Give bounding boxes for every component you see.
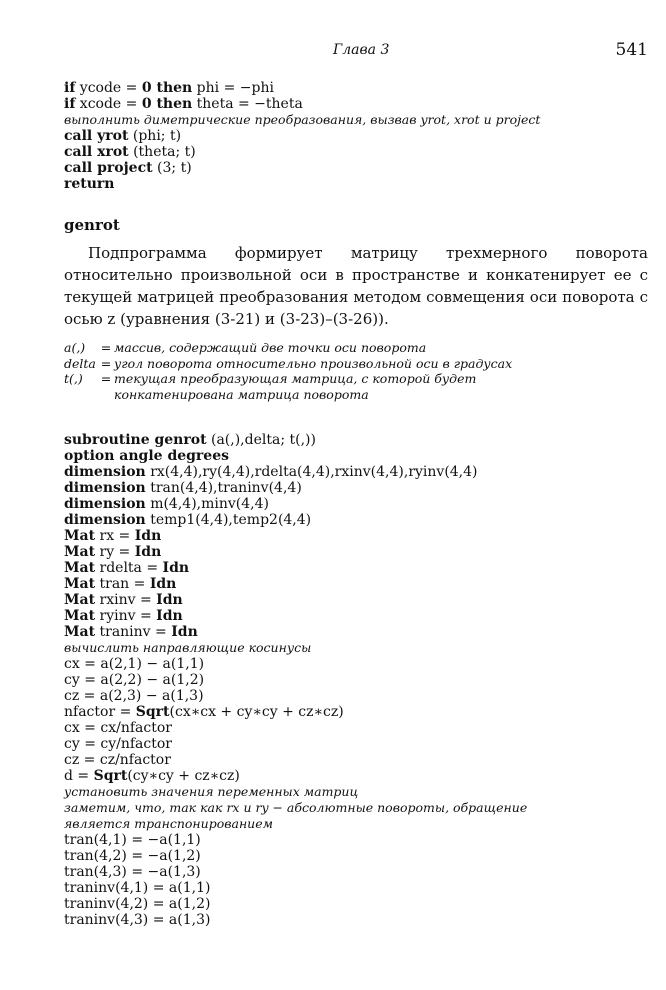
code-line: dimension rx(4,4),ry(4,4),rdelta(4,4),rxinv(4,4),ryinv(4,4): [64, 464, 478, 480]
code-line: if xcode = 0 then theta = −theta: [64, 96, 303, 112]
code-line: call xrot (theta; t): [64, 144, 196, 160]
page-content: [64, 80, 654, 928]
code-line: dimension m(4,4),minv(4,4): [64, 496, 269, 512]
code-line: Mat traninv = Idn: [64, 624, 198, 640]
code-line: subroutine genrot (a(,),delta; t(,)): [64, 432, 316, 448]
page-header: [0, 42, 666, 64]
code-line: return: [64, 176, 115, 192]
code-line: traninv(4,2) = a(1,2): [64, 896, 211, 912]
code-line: Mat ry = Idn: [64, 544, 162, 560]
parameter-item: delta = угол поворота относительно произвольной оси в градусах: [64, 355, 513, 371]
section-title: genrot: [64, 216, 120, 234]
code-line: dimension temp1(4,4),temp2(4,4): [64, 512, 312, 528]
code-comment: вычислить направляющие косинусы: [64, 640, 312, 655]
code-comment: является транспонированием: [64, 816, 273, 831]
code-line: traninv(4,1) = a(1,1): [64, 880, 211, 896]
code-line: tran(4,2) = −a(1,2): [64, 848, 201, 864]
code-line: dimension tran(4,4),traninv(4,4): [64, 480, 302, 496]
code-line: nfactor = Sqrt(cx∗cx + cy∗cy + cz∗cz): [64, 704, 344, 720]
parameter-list: [64, 340, 654, 402]
code-line: cy = a(2,2) − a(1,2): [64, 672, 205, 688]
code-comment: выполнить диметрические преобразования, вызвав yrot, xrot и project: [64, 112, 541, 127]
code-comment: установить значения переменных матриц: [64, 784, 359, 799]
code-line: cy = cy/nfactor: [64, 736, 172, 752]
code-line: tran(4,3) = −a(1,3): [64, 864, 201, 880]
chapter-title: Глава 3: [333, 42, 390, 58]
parameter-item: a(,) = массив, содержащий две точки оси поворота: [64, 340, 427, 355]
code-line: traninv(4,3) = a(1,3): [64, 912, 211, 928]
code-line: Mat tran = Idn: [64, 576, 177, 592]
code-line: call project (3; t): [64, 160, 192, 176]
code-line: cz = cz/nfactor: [64, 752, 171, 768]
code-line: tran(4,1) = −a(1,1): [64, 832, 201, 848]
code-line: Mat rdelta = Idn: [64, 560, 190, 576]
description-paragraph: Подпрограмма формирует матрицу трехмерного поворота относительно произвольной оси в пространстве и конкатенирует ее с текущей матрицей преобразования методом совмещения оси поворота с осью z (уравнения (3-21) и (3-23)–(3-26)).: [64, 244, 648, 328]
code-comment: заметим, что, так как rx и ry − абсолютные повороты, обращение: [64, 800, 528, 815]
code-line: cz = a(2,3) − a(1,3): [64, 688, 204, 704]
code-line: Mat rx = Idn: [64, 528, 162, 544]
parameter-item: t(,) = текущая преобразующая матрица, с которой будет: [64, 371, 477, 386]
code-line: cx = cx/nfactor: [64, 720, 172, 736]
code-line: Mat ryinv = Idn: [64, 608, 183, 624]
parameter-continuation: конкатенирована матрица поворота: [114, 386, 369, 402]
code-line: cx = a(2,1) − a(1,1): [64, 656, 205, 672]
code-line: option angle degrees: [64, 448, 229, 464]
code-line: call yrot (phi; t): [64, 128, 182, 144]
code-line: d = Sqrt(cy∗cy + cz∗cz): [64, 768, 240, 784]
code-line: if ycode = 0 then phi = −phi: [64, 80, 274, 96]
page-number: 541: [615, 40, 648, 60]
code-line: Mat rxinv = Idn: [64, 592, 183, 608]
